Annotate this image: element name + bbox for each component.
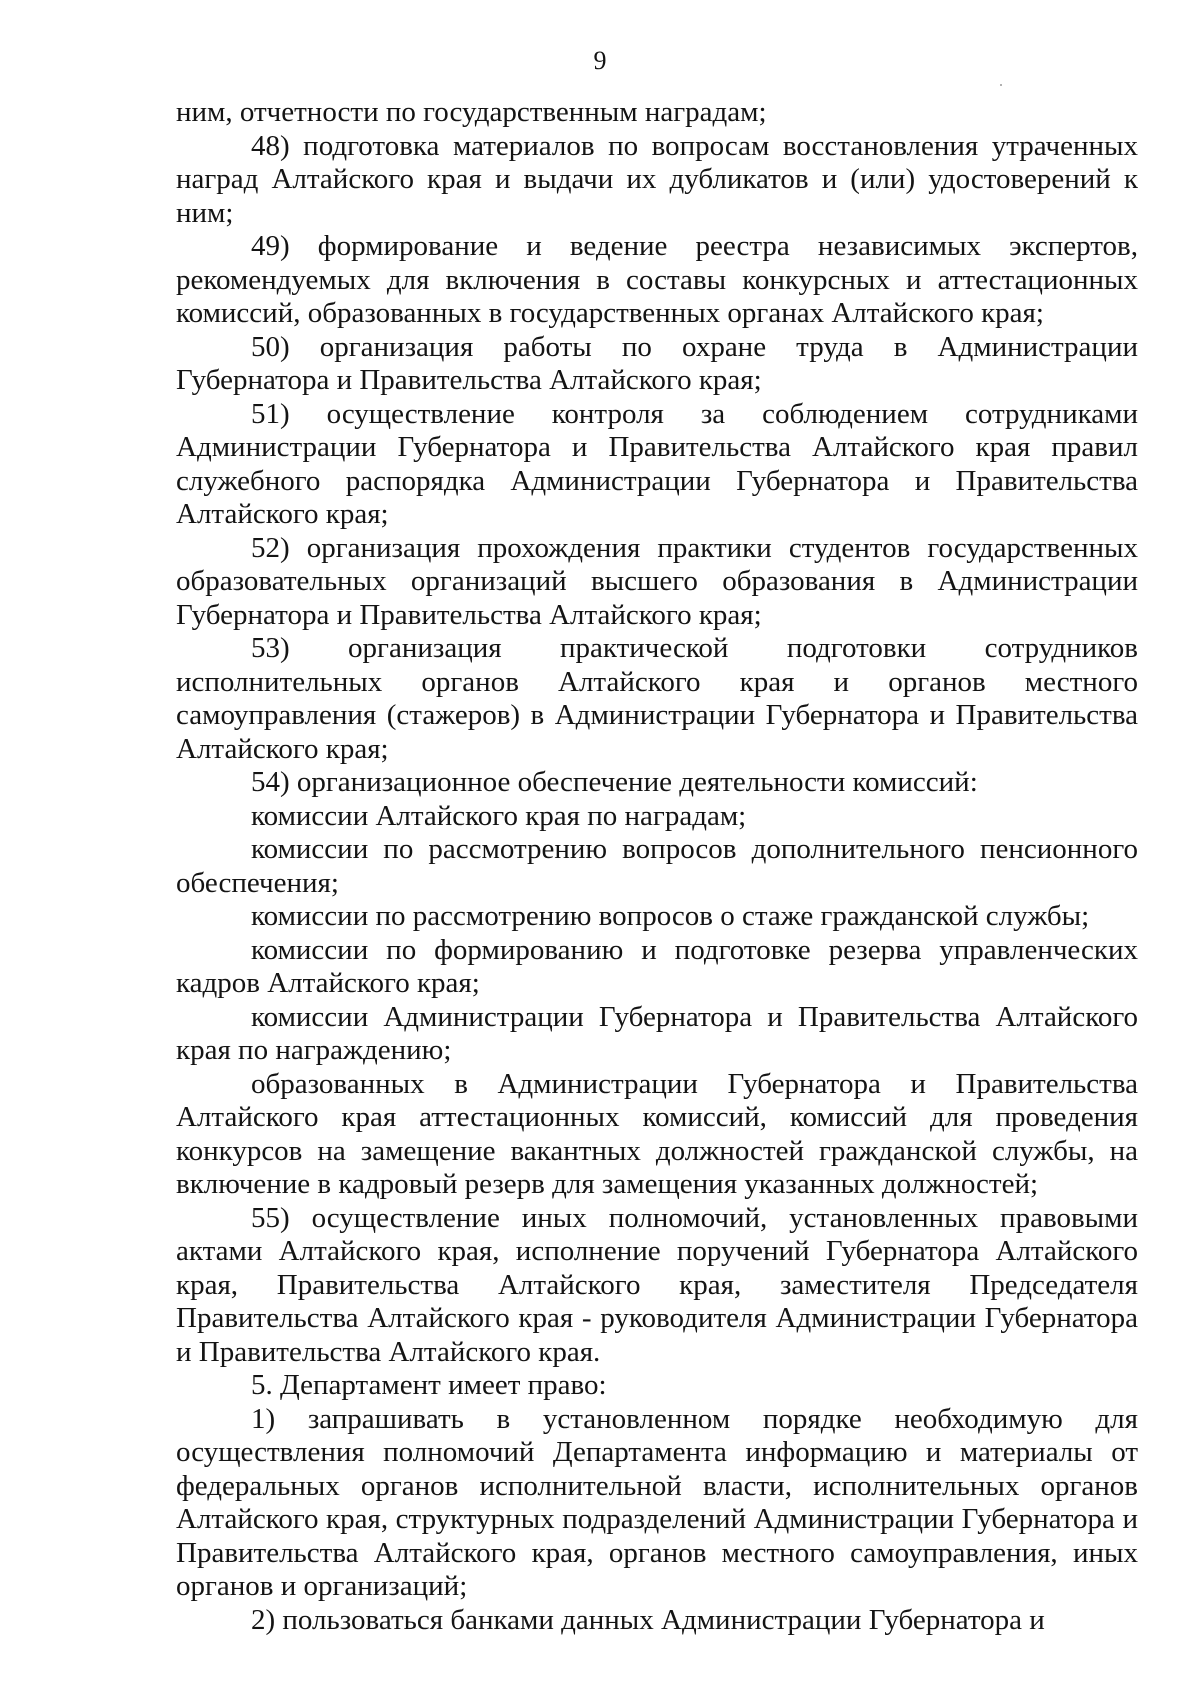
scan-speck: [1000, 84, 1002, 86]
paragraph: 5. Департамент имеет право:: [251, 1369, 607, 1401]
paragraph: 53) организация практической подготовки сотрудников исполнительных органов Алтайского края и органов местного самоуправления (стажеров) в Администрации Губернатора и Правительства Алтайского края;: [176, 632, 1138, 765]
paragraph: 49) формирование и ведение реестра независимых экспертов, рекомендуемых для включения в составы конкурсных и аттестационных комиссий, образованных в государственных органах Алтайского края;: [176, 230, 1138, 329]
paragraph: ним, отчетности по государственным наградам;: [176, 96, 767, 128]
paragraph: 55) осуществление иных полномочий, установленных правовыми актами Алтайского края, исполнение поручений Губернатора Алтайского края, Правительства Алтайского края, заместителя Председателя Правительства Алтайского края - руководителя Администрации Губернатора и Правительства Алтайского края.: [176, 1201, 1138, 1368]
paragraph: образованных в Администрации Губернатора и Правительства Алтайского края аттестационных комиссий, комиссий для проведения конкурсов на замещение вакантных должностей гражданской службы, на включение в кадровый резерв для замещения указанных должностей;: [176, 1067, 1138, 1200]
paragraph: комиссии по рассмотрению вопросов о стаже гражданской службы;: [251, 900, 1090, 932]
document-body: [176, 96, 1138, 1637]
paragraph: 2) пользоваться банками данных Администрации Губернатора и: [251, 1603, 1045, 1636]
page-number: 9: [593, 46, 607, 75]
paragraph: комиссии Алтайского края по наградам;: [251, 799, 747, 832]
paragraph: 54) организационное обеспечение деятельности комиссий:: [251, 766, 978, 798]
paragraph: комиссии по рассмотрению вопросов дополнительного пенсионного обеспечения;: [176, 833, 1138, 899]
paragraph: 51) осуществление контроля за соблюдением сотрудниками Администрации Губернатора и Правительства Алтайского края правил служебного распорядка Администрации Губернатора и Правительства Алтайского края;: [176, 397, 1138, 530]
paragraph: 52) организация прохождения практики студентов государственных образовательных организаций высшего образования в Администрации Губернатора и Правительства Алтайского края;: [176, 531, 1138, 631]
paragraph: 48) подготовка материалов по вопросам восстановления утраченных наград Алтайского края и выдачи их дубликатов и (или) удостоверений к ним;: [176, 129, 1138, 229]
paragraph: 1) запрашивать в установленном порядке необходимую для осуществления полномочий Департамента информацию и материалы от федеральных органов исполнительной власти, исполнительных органов Алтайского края, структурных подразделений Администрации Губернатора и Правительства Алтайского края, органов местного самоуправления, иных органов и организаций;: [176, 1402, 1138, 1602]
paragraph: комиссии Администрации Губернатора и Правительства Алтайского края по награждению;: [176, 1000, 1138, 1066]
paragraph: комиссии по формированию и подготовке резерва управленческих кадров Алтайского края;: [176, 933, 1138, 999]
paragraph: 50) организация работы по охране труда в Администрации Губернатора и Правительства Алтайского края;: [176, 330, 1138, 396]
